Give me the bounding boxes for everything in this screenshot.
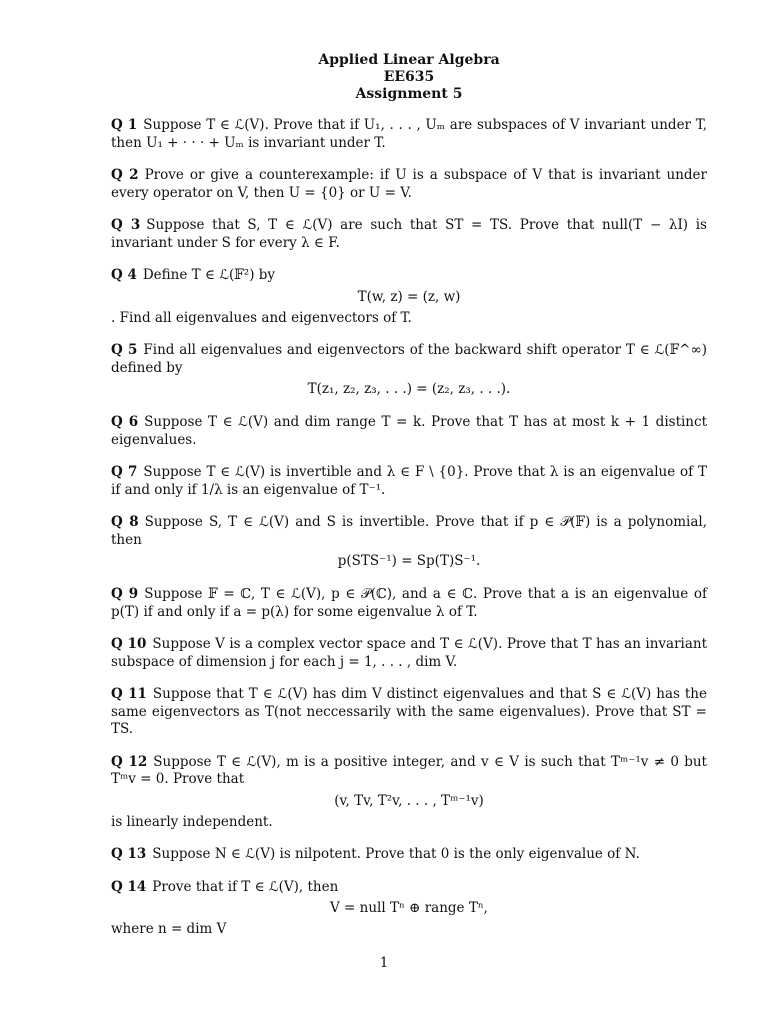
- question-item: [111, 267, 707, 327]
- question-text: Suppose T ∈ ℒ(V) and dim range T = k. Prove that T has at most k + 1 distinct eigenvalues.: [111, 414, 707, 448]
- question-item: [111, 217, 707, 252]
- question-number: Q 9: [111, 586, 139, 602]
- question-number: Q 8: [111, 514, 139, 530]
- question-number: Q 12: [111, 753, 148, 770]
- question-number: Q 10: [111, 636, 147, 652]
- question-text: Suppose S, T ∈ ℒ(V) and S is invertible. Prove that if p ∈ 𝒫(𝔽) is a polynomial, then: [111, 514, 708, 548]
- course-code: EE635: [383, 69, 435, 85]
- question-text: Suppose T ∈ ℒ(V). Prove that if U₁, . . . , Uₘ are subspaces of V invariant under T, then U₁ + · · · + Uₘ is invariant under T.: [111, 117, 707, 151]
- question-text: Suppose 𝔽 = ℂ, T ∈ ℒ(V), p ∈ 𝒫(ℂ), and a ∈ ℂ. Prove that a is an eigenvalue of p(T) if and only if a = p(λ) for some eigenvalue λ of T.: [111, 586, 707, 620]
- question-item: [111, 342, 707, 399]
- question-item: [111, 686, 707, 739]
- question-text: Suppose V is a complex vector space and T ∈ ℒ(V). Prove that T has an invariant subspace of dimension j for each j = 1, . . . , dim V.: [111, 636, 708, 670]
- assignment-page: [111, 52, 707, 954]
- display-equation: T(w, z) = (z, w): [357, 288, 461, 305]
- assignment-title: Assignment 5: [355, 86, 463, 102]
- question-item: [111, 167, 707, 202]
- question-number: Q 4: [111, 267, 137, 283]
- question-item: [111, 117, 707, 152]
- question-continuation: . Find all eigenvalues and eigenvectors of T.: [111, 309, 412, 326]
- question-number: Q 13: [111, 846, 147, 862]
- question-item: [111, 754, 707, 832]
- question-item: [111, 636, 707, 671]
- question-continuation: is linearly independent.: [111, 813, 273, 830]
- display-equation: T(z₁, z₂, z₃, . . .) = (z₂, z₃, . . .).: [307, 381, 511, 397]
- course-title: Applied Linear Algebra: [318, 52, 500, 68]
- question-item: [111, 464, 707, 499]
- question-text: Suppose that T ∈ ℒ(V) has dim V distinct eigenvalues and that S ∈ ℒ(V) has the same eigenvectors as T(not neccessarily with the same eigenvalues). Prove that ST = TS.: [111, 686, 707, 737]
- question-text: Suppose T ∈ ℒ(V), m is a positive integer, and v ∈ V is such that Tᵐ⁻¹v ≠ 0 but Tᵐv = 0. Prove that: [111, 753, 707, 787]
- page-number: 1: [379, 955, 389, 971]
- question-number: Q 6: [111, 414, 139, 430]
- question-list: [111, 117, 707, 939]
- question-text: Suppose T ∈ ℒ(V) is invertible and λ ∈ F \ {0}. Prove that λ is an eigenvalue of T if and only if 1/λ is an eigenvalue of T⁻¹.: [111, 464, 708, 498]
- question-text: Define T ∈ ℒ(𝔽²) by: [142, 267, 276, 283]
- question-item: [111, 514, 707, 571]
- question-item: [111, 879, 707, 939]
- display-equation: p(STS⁻¹) = Sp(T)S⁻¹.: [337, 553, 481, 569]
- question-number: Q 11: [111, 686, 147, 702]
- question-item: [111, 586, 707, 621]
- question-number: Q 5: [111, 342, 138, 358]
- question-text: Find all eigenvalues and eigenvectors of the backward shift operator T ∈ ℒ(𝔽^∞) defined by: [111, 342, 707, 376]
- question-text: Suppose that S, T ∈ ℒ(V) are such that ST = TS. Prove that null(T − λI) is invariant under S for every λ ∈ F.: [111, 217, 707, 251]
- question-text: Suppose N ∈ ℒ(V) is nilpotent. Prove that 0 is the only eigenvalue of N.: [152, 846, 640, 862]
- question-continuation: where n = dim V: [111, 921, 227, 937]
- question-item: [111, 846, 707, 864]
- question-number: Q 1: [111, 117, 138, 133]
- question-number: Q 2: [111, 167, 139, 183]
- display-equation: (v, Tv, T²v, . . . , Tᵐ⁻¹v): [334, 792, 484, 809]
- question-number: Q 3: [111, 217, 141, 233]
- question-number: Q 14: [111, 878, 147, 895]
- question-text: Prove that if T ∈ ℒ(V), then: [152, 878, 339, 895]
- question-number: Q 7: [111, 464, 138, 480]
- display-equation: V = null Tⁿ ⊕ range Tⁿ,: [330, 900, 488, 916]
- document-header: [111, 52, 707, 103]
- question-item: [111, 414, 707, 449]
- question-text: Prove or give a counterexample: if U is a subspace of V that is invariant under every operator on V, then U = {0} or U = V.: [111, 167, 708, 201]
